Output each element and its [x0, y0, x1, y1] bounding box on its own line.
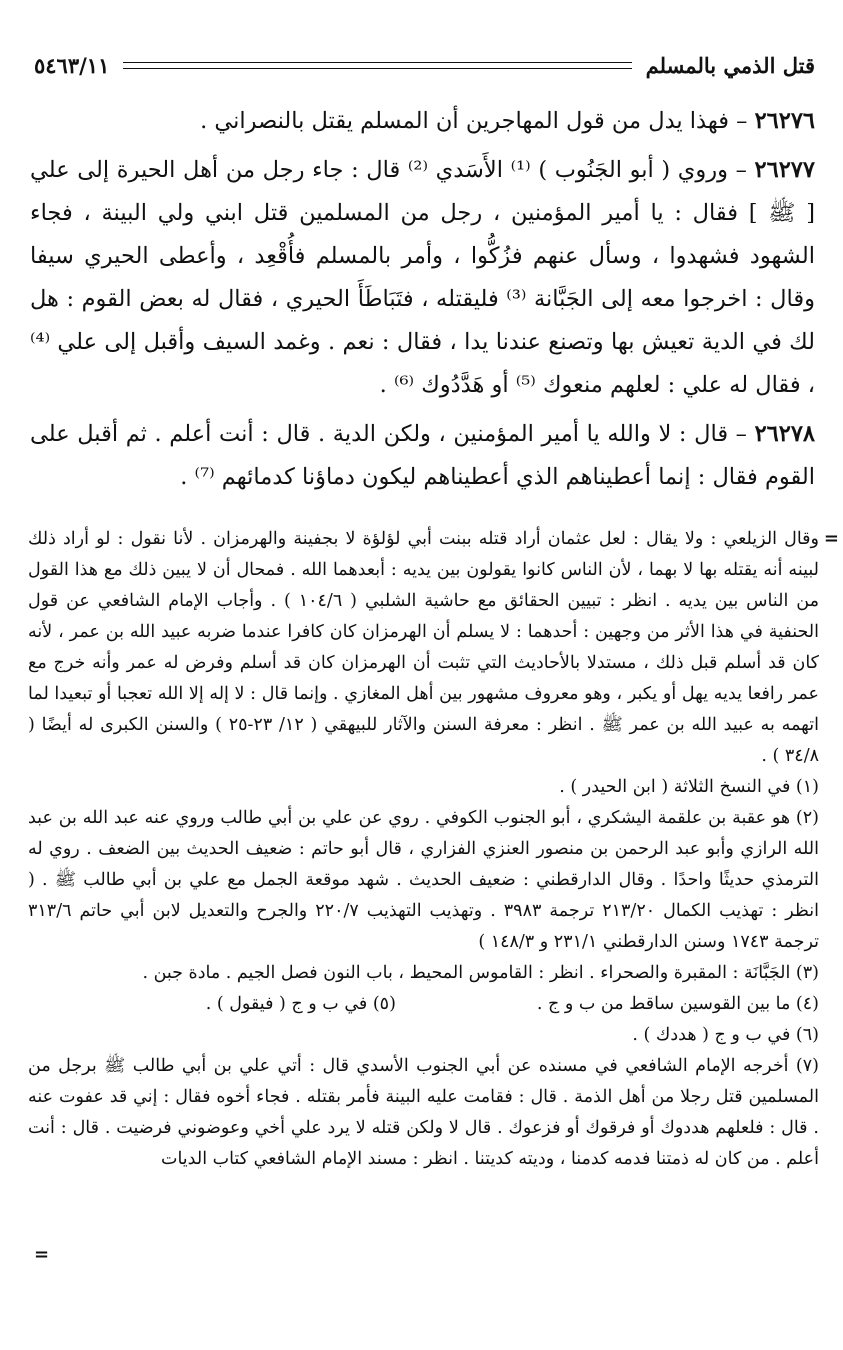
footnote-7: (٧) أخرجه الإمام الشافعي في مسنده عن أبي الجنوب الأسدي قال : أتي علي بن أبي طالب ﷺ برجل من المسلمين قتل رجلا من أهل الذمة . قال : فقامت عليه البينة فأمر بقتله . فجاء أخوه فقال : إني قد عفوت عنه . قال : فلعلهم هددوك أو فرقوك أو فزعوك . قال لا ولكن قتله لا يرد علي أخي وعوضوني فرضيت . قال : أنت أعلم . من كان له ذمتنا فدمه كدمنا ، وديته كديتنا . انظر : مسند الإمام الشافعي كتاب الديات: [28, 1056, 819, 1169]
footnote-3: (٣) الجَبَّانَة : المقبرة والصحراء . انظر : القاموس المحيط ، باب النون فصل الجيم . مادة جبن .: [142, 963, 819, 983]
footnote-continuation: وقال الزيلعي : ولا يقال : لعل عثمان أراد قتله ببنت أبي لؤلؤة لا بجفينة والهرمزان . لأنا نقول : لو أراد ذلك لبينه أنه يقتله بها لا بهما ، لأن الناس كانوا يقولون بين يديه : أبعدهما الله . فمحال أن لا يبين ذلك مع هذا القول من الناس بين يديه . انظر : تبيين الحقائق مع حاشية الشلبي ( ١٠٤/٦ ) . وأجاب الإمام الشافعي عن قول الحنفية في هذا الأثر من وجهين : أحدهما : لا يسلم أن الهرمزان كان كافرا عندما ضربه عبيد الله بن عمر ، لأنه كان قد أسلم قبل ذلك ، مستدلا بالأحاديث التي تثبت أن الهرمزان كان قد أسلم وفرض له عمر وأنه خرج مع عمر رافعا يديه يهل أو يكبر ، وهو معروف مشهور بين أهل المغازي . وإنما قال : لا إله إلا الله تعجبا أو تبعيدا لما اتهمه به عبيد الله بن عمر ﷺ . انظر : معرفة السنن والآثار للبيهقي ( ١٢/ ٢٣-٢٥ ) والسنن الكبرى له أيضًا ( ٣٤/٨ ) .: [28, 529, 819, 766]
continuation-mark: =: [823, 528, 839, 549]
paragraph-26278: [30, 413, 815, 499]
footnote-5: (٥) في ب و ج ( فيقول ) .: [205, 994, 396, 1014]
footnotes: [28, 524, 819, 1175]
header-title: قتل الذمي بالمسلم: [645, 52, 815, 78]
page-number: ٥٤٦٣/١١: [34, 52, 110, 78]
paragraph-text: – فهذا يدل من قول المهاجرين أن المسلم يقتل بالنصراني .: [200, 108, 748, 134]
end-continuation-mark: =: [34, 1244, 50, 1265]
header-rule: [123, 62, 631, 69]
paragraph-text: – وروي ( أبو الجَنُوب ) ⁽¹⁾ الأَسَدي ⁽²⁾ قال : جاء رجل من أهل الحيرة إلى علي [ ﷺ ] فقال : يا أمير المؤمنين ، رجل من المسلمين قتل ابني ولي البينة ، فجاء الشهود فشهدوا ، وسأل عنهم فزُكُّوا ، وأمر بالمسلم فأُقْعِد ، وأعطى الحيري سيفا وقال : اخرجوا معه إلى الجَبَّانة ⁽³⁾ فليقتله ، فتَبَاطَأَ الحيري ، فقال له بعض القوم : هل لك في الدية تعيش بها وتصنع عندنا يدا ، فقال : نعم . وغمد السيف وأقبل إلى علي ⁽⁴⁾ ، فقال له علي : لعلهم منعوك ⁽⁵⁾ أو هَدَّدُوك ⁽⁶⁾ .: [30, 157, 815, 398]
paragraph-text: – قال : لا والله يا أمير المؤمنين ، ولكن الدية . قال : أنت أعلم . ثم أقبل على القوم فقال : إنما أعطيناهم الذي أعطيناهم ليكون دماؤنا كدمائهم ⁽⁷⁾ .: [30, 421, 815, 490]
footnote-4: (٤) ما بين القوسين ساقط من ب و ج .: [536, 994, 819, 1014]
paragraph-26276: [30, 100, 815, 143]
paragraph-number: ٢٦٢٧٧: [754, 157, 815, 183]
footnote-row-4-5: [28, 989, 819, 1020]
footnote-6: (٦) في ب و ج ( هددك ) .: [632, 1025, 819, 1045]
paragraph-number: ٢٦٢٧٦: [754, 108, 815, 134]
footnote-1: (١) في النسخ الثلاثة ( ابن الحيدر ) .: [559, 777, 819, 797]
paragraph-26277: [30, 149, 815, 407]
page-header: [34, 48, 815, 82]
main-text: [30, 100, 815, 505]
footnote-2: (٢) هو عقبة بن علقمة اليشكري ، أبو الجنوب الكوفي . روي عن علي بن أبي طالب وروي عنه عبد الله بن عبد الله الرازي وأبو عبد الرحمن بن منصور العنزي الفزاري ، قال أبو حاتم : ضعيف الحديث بين الضعف . روي له الترمذي حديثًا واحدًا . وقال الدارقطني : ضعيف الحديث . شهد موقعة الجمل مع علي بن أبي طالب ﷺ . ( انظر : تهذيب الكمال ٢١٣/٢٠ ترجمة ٣٩٨٣ . وتهذيب التهذيب ٢٢٠/٧ والجرح والتعديل لابن أبي حاتم ٣١٣/٦ ترجمة ١٧٤٣ وسنن الدارقطني ٢٣١/١ و ١٤٨/٣ ): [28, 808, 819, 952]
paragraph-number: ٢٦٢٧٨: [754, 421, 815, 447]
